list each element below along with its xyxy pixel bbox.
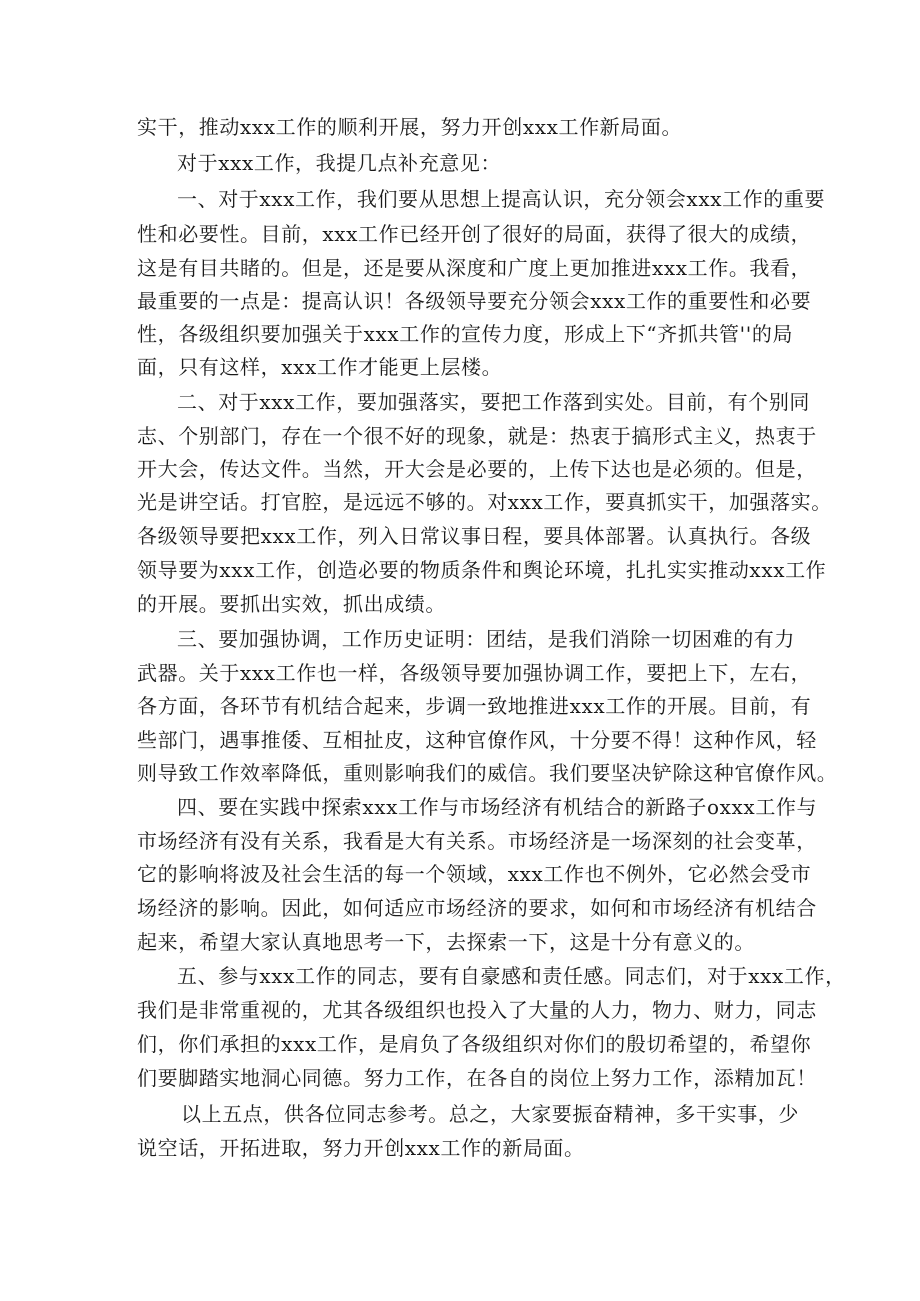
text-line: 四、要在实践中探索xxx工作与市场经济有机结合的新路子oxxx工作与	[177, 795, 818, 819]
text-line: 五、参与xxx工作的同志，要有自豪感和责任感。同志们，对于xxx工作，	[177, 964, 846, 988]
text-line: 说空话，开拓进取，努力开创xxx工作的新局面。	[137, 1136, 585, 1160]
text-line: 的开展。要抓出实效，抓出成绩。	[137, 592, 446, 616]
text-line: 起来，希望大家认真地思考一下，去探索一下，这是十分有意义的。	[137, 930, 755, 954]
text-line: 光是讲空话。打官腔，是远远不够的。对xxx工作，要真抓实干，加强落实。	[137, 490, 832, 514]
text-line: 性，各级组织要加强关于xxx工作的宣传力度，形成上下“齐抓共管''的局	[137, 322, 794, 346]
text-line: 它的影响将波及社会生活的每一个领域，xxx工作也不例外，它必然会受市	[137, 862, 812, 886]
text-line: 二、对于xxx工作，要加强落实，要把工作落到实处。目前，有个别同	[177, 390, 811, 414]
text-line: 市场经济有没有关系，我看是大有关系。市场经济是一场深刻的社会变革，	[137, 829, 817, 853]
text-line: 一、对于xxx工作，我们要从思想上提高认识，充分领会xxx工作的重要	[177, 187, 826, 211]
text-line: 实干，推动xxx工作的顺利开展，努力开创xxx工作新局面。	[137, 115, 683, 139]
text-line: 开大会，传达文件。当然，开大会是必要的，上传下达也是必须的。但是，	[137, 457, 817, 481]
text-line: 领导要为xxx工作，创造必要的物质条件和舆论环境，扎扎实实推动xxx工作	[137, 558, 827, 582]
text-line: 们，你们承担的xxx工作，是肩负了各级组织对你们的殷切希望的，希望你	[137, 1032, 812, 1056]
text-line: 各级领导要把xxx工作，列入日常议事日程，要具体部署。认真执行。各级	[137, 524, 812, 548]
text-line: 对于xxx工作，我提几点补充意见：	[177, 151, 502, 175]
text-line: 面，只有这样，xxx工作才能更上层楼。	[137, 355, 503, 379]
text-line: 以上五点，供各位同志参考。总之，大家要振奋精神，多干实事，少	[181, 1102, 799, 1126]
text-line: 各方面，各环节有机结合起来，步调一致地推进xxx工作的开展。目前，有	[137, 694, 812, 718]
text-line: 则导致工作效率降低，重则影响我们的威信。我们要坚决铲除这种官僚作风。	[137, 761, 838, 785]
text-line: 我们是非常重视的，尤其各级组织也投入了大量的人力，物力、财力，同志	[137, 998, 817, 1022]
text-line: 场经济的影响。因此，如何适应市场经济的要求，如何和市场经济有机结合	[137, 896, 817, 920]
text-line: 武器。关于xxx工作也一样，各级领导要加强协调工作，要把上下，左右，	[137, 661, 812, 685]
text-line: 志、个别部门，存在一个很不好的现象，就是：热衷于搞形式主义，热衷于	[137, 424, 817, 448]
text-line: 这是有目共睹的。但是，还是要从深度和广度上更加推进xxx工作。我看，	[137, 256, 812, 280]
text-line: 性和必要性。目前，xxx工作已经开创了很好的局面，获得了很大的成绩，	[137, 222, 812, 246]
text-line: 最重要的一点是：提高认识！各级领导要充分领会xxx工作的重要性和必要	[137, 289, 812, 313]
text-line: 些部门，遇事推倭、互相扯皮，这种官僚作风，十分要不得！这种作风，轻	[137, 728, 817, 752]
text-line: 三、要加强协调，工作历史证明：团结，是我们消除一切困难的有力	[177, 627, 795, 651]
text-line: 们要脚踏实地洞心同德。努力工作，在各自的岗位上努力工作，添精加瓦！	[137, 1066, 817, 1090]
